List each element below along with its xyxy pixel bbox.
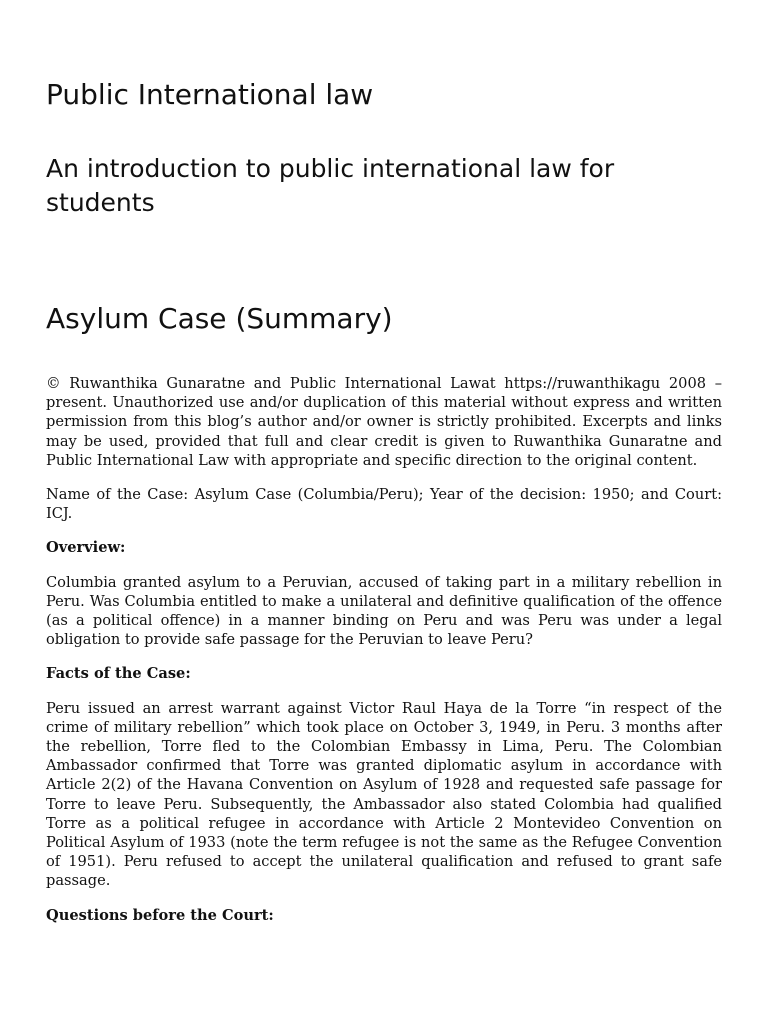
questions-heading: Questions before the Court: (46, 906, 274, 924)
post-body (46, 374, 722, 940)
site-tagline: An introduction to public international law for students (46, 154, 615, 217)
case-info: Name of the Case: Asylum Case (Columbia/Peru); Year of the decision: 1950; and Court: ICJ. (46, 486, 722, 523)
facts-text: Peru issued an arrest warrant against Victor Raul Haya de la Torre “in respect of the crime of military rebellion” which took place on October 3, 1949, in Peru. 3 months after the rebellion, Torre fled to the Colombian Embassy in Lima, Peru. The Colombian Ambassador confirmed that Torre was granted diplomatic asylum in accordance with Article 2(2) of the Havana Convention on Asylum of 1928 and requested safe passage for Torre to leave Peru. Subsequently, the Ambassador also stated Colombia had qualified Torre as a political refugee in accordance with Article 2 Montevideo Convention on Political Asylum of 1933 (note the term refugee is not the same as the Refugee Convention of 1951). Peru refused to accept the unilateral qualification and refused to grant safe passage. (46, 699, 722, 890)
overview-text: Columbia granted asylum to a Peruvian, accused of taking part in a military rebellion in Peru. Was Columbia entitled to make a unilateral and definitive qualification of the offence (as a political offence) in a manner binding on Peru and was Peru was under a legal obligation to provide safe passage for the Peruvian to leave Peru? (46, 573, 722, 649)
overview-heading: Overview: (46, 539, 126, 557)
copyright-notice: © Ruwanthika Gunaratne and Public International Lawat https://ruwanthikagu 2008 – present. Unauthorized use and/or duplication of this material without express and written permission from this blog’s author and/or owner is strictly prohibited. Excerpts and links may be used, provided that full and clear credit is given to Ruwanthika Gunaratne and Public International Law with appropriate and specific direction to the original content. (46, 375, 722, 469)
facts-heading: Facts of the Case: (46, 665, 191, 683)
site-title: Public International law (46, 78, 374, 111)
post-title: Asylum Case (Summary) (46, 302, 393, 335)
